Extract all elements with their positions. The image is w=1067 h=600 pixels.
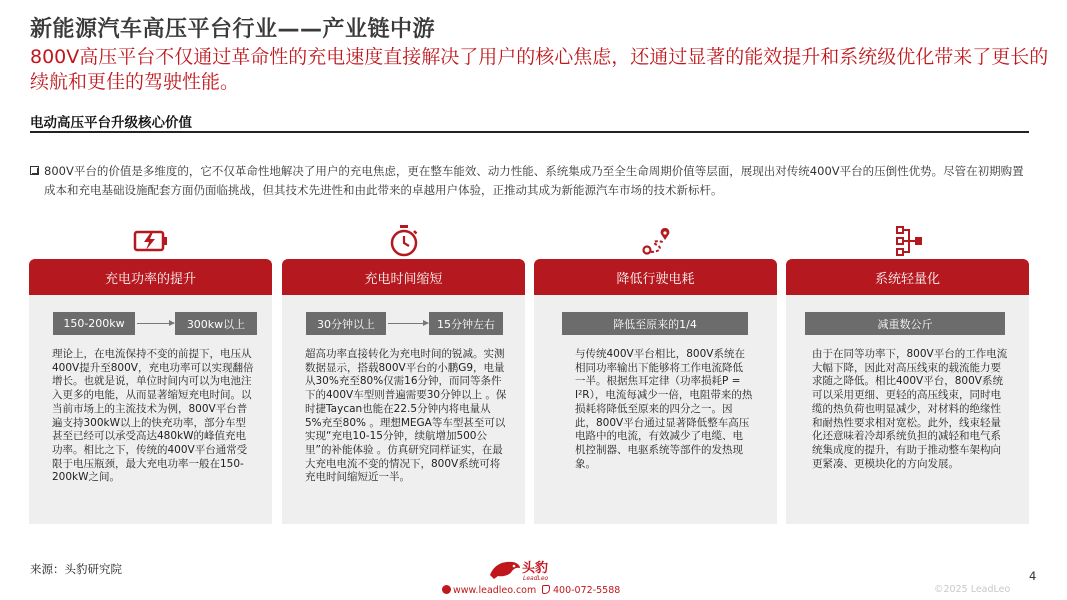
intro-paragraph: 800V平台的价值是多维度的，它不仅革命性地解决了用户的充电焦虑，更在整车能效、动力性能、系统集成乃至全生命周期价值等层面，展现出对传统400V平台的压倒性优势。尽管在初期购置成本和充电基础设施配套方面仍面临挑战，但其技术先进性和由此带来的卓越用户体验，正推动其成为新能源汽车市场的技术新标杆。 <box>44 164 1024 197</box>
section-heading: 电动高压平台升级核心价值 <box>30 115 192 131</box>
stopwatch-icon <box>282 223 525 259</box>
card-body <box>786 295 1029 524</box>
value-card-lightweight <box>786 223 1029 470</box>
logo-subtitle: LeadLeo <box>523 575 549 582</box>
card-header: 降低行驶电耗 <box>534 259 777 295</box>
phone-text: 400-072-5588 <box>553 585 621 596</box>
source-note: 来源：头豹研究院 <box>30 562 122 576</box>
value-card-charging-power <box>29 223 272 484</box>
value-card-energy-consumption <box>534 223 777 470</box>
tag-to: 15分钟左右 <box>429 312 503 335</box>
page-subtitle: 800V高压平台不仅通过革命性的充电速度直接解决了用户的核心焦虑，还通过显著的能效提升和系统级优化带来了更长的续航和更佳的驾驶性能。 <box>30 46 1049 93</box>
value-card-charging-time <box>282 223 525 484</box>
globe-icon <box>442 585 451 594</box>
card-body <box>534 295 777 524</box>
arrow-right-icon <box>137 323 174 324</box>
card-text: 理论上，在电流保持不变的前提下，电压从400V提升至800V，充电功率可以实现翻倍增长。也就是说，单位时间内可以为电池注入更多的电能，从而显著缩短充电时间。以当前市场上的主流技术为例，800V平台普遍支持300kW以上的快充功率，部分车型甚至已经可以承受高达480kW的峰值充电功率。相比之下，传统的400V平台通常受限于电压瓶颈，最大充电功率一般在150-200kW之间。 <box>52 348 254 484</box>
card-header: 充电时间缩短 <box>282 259 525 295</box>
card-text: 超高功率直接转化为充电时间的锐减。实测数据显示，搭载800V平台的小鹏G9，电量从30%充至80%仅需16分钟，而同等条件下的400V车型则普遍需要30分钟以上 。保时捷Taycan也能在22.5分钟内将电量从5%充至80% 。理想MEGA等车型甚至可以实现“充电10-15分钟，续航增加500公里”的补能体验 。仿真研究同样证实，在最大充电电流不变的情况下，800V系统可将充电时间缩短近一半。 <box>305 348 507 484</box>
footer-phone <box>542 585 620 596</box>
section-divider <box>30 131 1029 133</box>
card-header: 充电功率的提升 <box>29 259 272 295</box>
website-text: www.leadleo.com <box>453 585 537 596</box>
tag-value: 减重数公斤 <box>805 312 1005 335</box>
copyright: ©2025 LeadLeo <box>934 584 1011 595</box>
page-number: 4 <box>1029 569 1037 583</box>
tag-from: 30分钟以上 <box>306 312 386 335</box>
card-text: 由于在同等功率下，800V平台的工作电流大幅下降，因此对高压线束的载流能力要求随之降低。相比400V平台，800V系统可以采用更细、更轻的高压线束，同时电缆的热负荷也明显减少，对材料的绝缘性和耐热性要求相对宽松。此外，线束轻量化还意味着冷却系统负担的减轻和电气系统集成度的提升，有助于推动整车架构向更紧凑、更模块化的方向发展。 <box>812 348 1008 470</box>
route-icon <box>534 223 777 259</box>
tag-to: 300kw以上 <box>175 312 257 335</box>
tag-from: 150-200kw <box>53 312 135 335</box>
system-structure-icon <box>786 223 1029 259</box>
card-body <box>29 295 272 524</box>
page-title: 新能源汽车高压平台行业——产业链中游 <box>30 17 436 42</box>
checkbox-bullet-icon <box>30 166 39 175</box>
tag-value: 降低至原来的1/4 <box>562 312 748 335</box>
arrow-right-icon <box>388 323 428 324</box>
battery-charging-icon <box>29 223 272 259</box>
card-text: 与传统400V平台相比，800V系统在相同功率输出下能够将工作电流降低一半。根据焦耳定律（功率损耗P = I²R），电流每减少一倍，电阻带来的热损耗将降低至原来的四分之一。因此，800V平台通过显著降低整车高压电路中的电流，有效减少了电缆、电机控制器、电驱系统等部件的发热现象。 <box>575 348 753 470</box>
phone-icon <box>542 585 550 594</box>
card-body <box>282 295 525 524</box>
footer-website-link[interactable] <box>442 585 536 596</box>
card-header: 系统轻量化 <box>786 259 1029 295</box>
logo-wordmark: 头豹 <box>522 561 549 576</box>
